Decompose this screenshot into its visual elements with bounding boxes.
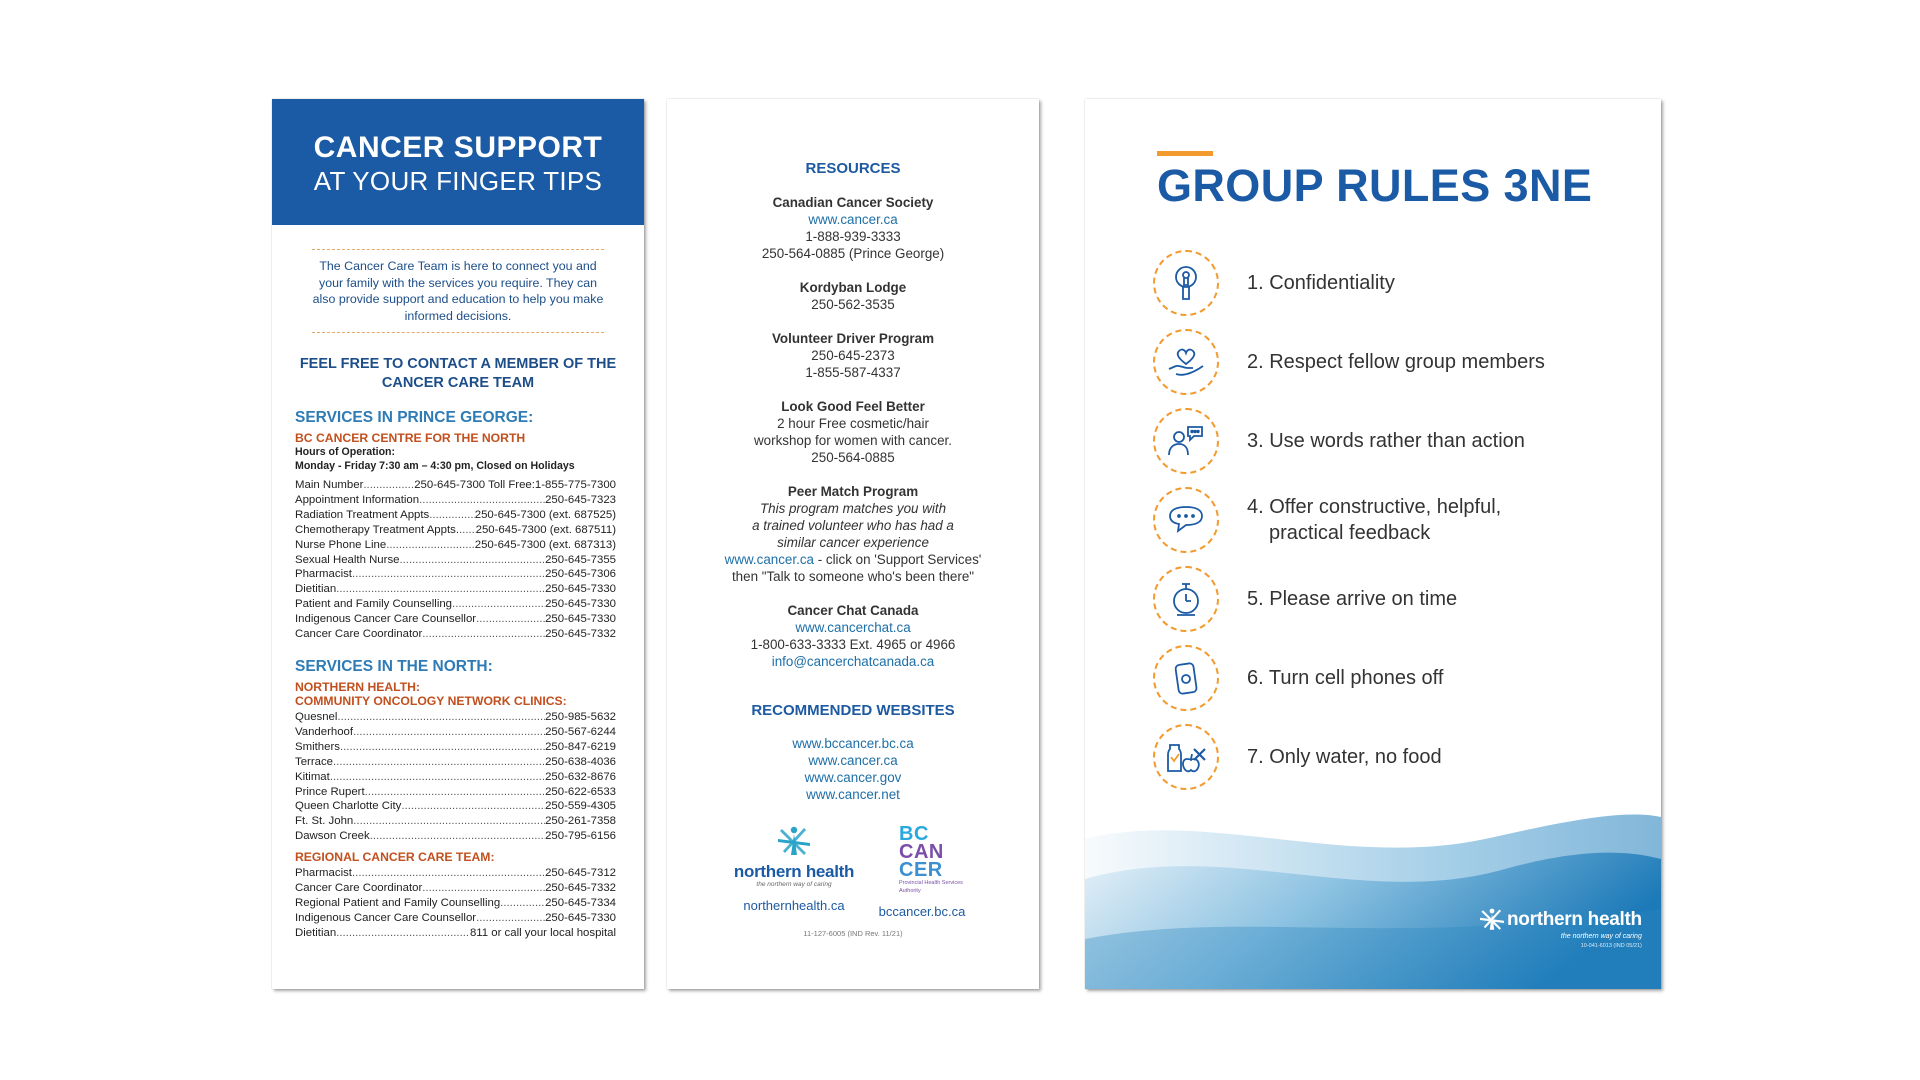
contact-number: 250-645-7300 Toll Free:1-855-775-7300	[414, 479, 616, 491]
rule-text: 2. Respect fellow group members	[1247, 351, 1545, 373]
contact-row	[295, 740, 616, 755]
dot-leader	[352, 866, 545, 881]
poster-title: GROUP RULES 3NE	[1157, 160, 1593, 211]
northern-health-logo	[1477, 905, 1642, 949]
northern-health-tagline: the northern way of caring	[1560, 933, 1642, 940]
heart-hand-icon	[1153, 329, 1219, 395]
contact-label: Chemotherapy Treatment Appts.	[295, 523, 459, 536]
resource-kordyban-lodge	[667, 279, 1039, 313]
panel-title: CANCER SUPPORT	[313, 131, 603, 164]
document-code: 11-127-6005 (IND Rev. 11/21)	[803, 929, 903, 938]
contact-label: Dawson Creek	[295, 830, 370, 843]
hours-label: Hours of Operation:	[295, 446, 396, 458]
contact-number: 250-645-7300 (ext. 687313)	[474, 538, 616, 551]
dot-leader	[352, 567, 545, 582]
clinics-subheading: COMMUNITY ONCOLOGY NETWORK CLINICS:	[295, 693, 567, 708]
accent-bar	[1157, 151, 1213, 156]
contact-number: 250-632-8676	[545, 770, 616, 783]
hours-text: Monday - Friday 7:30 am – 4:30 pm, Closed on Holidays	[295, 460, 575, 472]
water-no-food-icon	[1153, 724, 1219, 790]
contact-label: Dietitian	[295, 926, 337, 939]
resource-name: Kordyban Lodge	[799, 280, 907, 295]
resource-phone: 1-855-587-4337	[805, 365, 901, 380]
dot-leader	[336, 926, 470, 941]
website-link[interactable]: www.cancer.ca	[808, 753, 898, 768]
contact-label: Appointment Information	[295, 493, 420, 506]
chat-bubble-icon	[1153, 487, 1219, 553]
contact-number: 811 or call your local hospital	[469, 926, 616, 939]
resource-email-link[interactable]: info@cancerchatcanada.ca	[771, 654, 935, 669]
contact-label: Cancer Care Coordinator	[295, 882, 423, 895]
rule-text	[1247, 494, 1501, 546]
dot-leader	[429, 508, 475, 523]
dot-leader	[333, 755, 545, 770]
northern-health-mark-icon	[774, 825, 814, 859]
dot-leader	[365, 785, 545, 800]
contact-row	[295, 896, 616, 911]
contact-number: 250-645-7323	[545, 493, 616, 506]
contact-row	[295, 493, 616, 508]
resource-phone: 1-888-939-3333	[805, 229, 901, 244]
northern-health-mark-icon	[1477, 905, 1507, 935]
resources-heading: RESOURCES	[805, 160, 901, 177]
contact-number: 250-567-6244	[545, 725, 616, 738]
contact-row	[295, 799, 616, 814]
dot-leader	[401, 799, 545, 814]
rule-item	[1153, 566, 1457, 632]
rule-text: 1. Confidentiality	[1247, 272, 1395, 294]
rule-text-line: practical feedback	[1269, 522, 1431, 544]
decorative-wave	[1085, 799, 1661, 989]
resource-name: Cancer Chat Canada	[787, 603, 919, 618]
dot-leader	[370, 829, 545, 844]
rule-text: 3. Use words rather than action	[1247, 430, 1525, 452]
contact-label: Radiation Treatment Appts	[295, 508, 430, 521]
resource-cancer-chat	[667, 602, 1039, 670]
resource-name: Peer Match Program	[787, 484, 919, 499]
contact-label: Indigenous Cancer Care Counsellor	[295, 613, 477, 626]
contact-number: 250-985-5632	[545, 710, 616, 723]
rule-item	[1153, 408, 1525, 474]
resource-description: This program matches you with	[759, 501, 947, 516]
resource-link[interactable]: www.cancerchat.ca	[795, 620, 911, 635]
resource-description: a trained volunteer who has had a	[752, 518, 954, 533]
rule-item	[1153, 724, 1442, 790]
northern-health-logo	[729, 825, 859, 914]
contact-row	[295, 785, 616, 800]
regional-team-heading: REGIONAL CANCER CARE TEAM:	[295, 850, 495, 865]
contact-number: 250-847-6219	[545, 740, 616, 753]
contact-row	[295, 926, 616, 941]
contact-row	[295, 866, 616, 881]
contact-row	[295, 508, 616, 523]
northern-health-url[interactable]: northernhealth.ca	[743, 898, 845, 913]
contact-number: 250-645-7330	[545, 613, 616, 626]
contact-row	[295, 567, 616, 582]
resource-instruction-text: then "Talk to someone who's been there"	[731, 569, 975, 584]
north-subheading: NORTHERN HEALTH:	[295, 679, 421, 694]
contact-row	[295, 553, 616, 568]
contact-row	[295, 829, 616, 844]
contact-label: Quesnel	[295, 710, 338, 723]
bc-cancer-wordmark-line: CAN	[899, 841, 944, 863]
dot-leader	[419, 493, 545, 508]
resource-description: similar cancer experience	[777, 535, 929, 550]
phone-icon	[1153, 645, 1219, 711]
contact-number: 250-645-7330	[545, 598, 616, 611]
dot-leader	[476, 911, 545, 926]
rule-item	[1153, 329, 1545, 395]
dot-leader	[452, 597, 545, 612]
rule-item	[1153, 645, 1443, 711]
contact-row	[295, 612, 616, 627]
dot-leader	[336, 582, 545, 597]
contact-row	[295, 478, 616, 493]
north-clinic-contacts	[295, 710, 616, 844]
keyhole-icon	[1153, 250, 1219, 316]
contact-row	[295, 911, 616, 926]
speaking-person-icon	[1153, 408, 1219, 474]
resource-volunteer-driver	[667, 330, 1039, 381]
contact-label: Dietitian	[295, 583, 337, 596]
regional-team-contacts	[295, 866, 616, 941]
bc-cancer-logo	[867, 825, 977, 920]
group-rules-poster	[1085, 99, 1661, 989]
resource-phone: 250-562-3535	[811, 297, 895, 312]
websites-heading: RECOMMENDED WEBSITES	[751, 702, 955, 719]
dot-leader	[422, 881, 545, 896]
contact-number: 250-645-7312	[545, 867, 616, 880]
rule-text: 5. Please arrive on time	[1247, 588, 1458, 610]
dot-leader	[330, 770, 545, 785]
contact-label: Smithers	[295, 740, 340, 753]
intro-text: The Cancer Care Team is here to connect you and your family with the services you require. They can also provide support and education to help you make informed decisions.	[312, 249, 604, 333]
bc-cancer-wordmark-line: BC	[899, 823, 929, 845]
contact-number: 250-645-7330	[545, 911, 616, 924]
website-link[interactable]: www.cancer.gov	[804, 770, 902, 785]
contact-row	[295, 881, 616, 896]
dot-leader	[459, 523, 476, 538]
contact-callout: FEEL FREE TO CONTACT A MEMBER OF THE CANCER CARE TEAM	[299, 356, 617, 391]
resource-description: 2 hour Free cosmetic/hair	[777, 416, 929, 431]
partner-logos	[667, 823, 1039, 919]
contact-row	[295, 710, 616, 725]
contact-row	[295, 627, 616, 642]
contact-label: Vanderhoof	[295, 725, 354, 738]
contact-number: 250-645-7332	[545, 882, 616, 895]
resource-name: Canadian Cancer Society	[772, 195, 934, 210]
contact-label: Main Number	[295, 479, 364, 491]
northern-health-wordmark: northern health	[1507, 909, 1642, 930]
contact-row	[295, 538, 616, 553]
contact-number: 250-261-7358	[545, 815, 616, 828]
contact-label: Patient and Family Counselling	[295, 598, 453, 611]
contact-row	[295, 814, 616, 829]
resource-look-good-feel-better	[667, 398, 1039, 466]
resource-phone: 250-564-0885 (Prince George)	[761, 246, 945, 261]
rule-item	[1153, 487, 1501, 553]
resource-instruction-text: - click on 'Support Services'	[813, 552, 982, 567]
dot-leader	[399, 553, 545, 568]
contact-row	[295, 582, 616, 597]
resource-description: workshop for women with cancer.	[754, 433, 952, 448]
website-link[interactable]: www.cancer.net	[806, 787, 900, 802]
contact-label: Ft. St. John	[295, 815, 354, 828]
northern-health-tagline: the northern way of caring	[756, 881, 832, 888]
contact-label: Queen Charlotte City	[295, 800, 402, 813]
contact-label: Cancer Care Coordinator	[295, 628, 423, 641]
contact-number: 250-795-6156	[545, 830, 616, 843]
resource-instructions	[667, 551, 1039, 568]
dot-leader	[340, 740, 545, 755]
resource-canadian-cancer-society	[667, 194, 1039, 262]
bc-cancer-wordmark-line: CER	[899, 859, 943, 881]
contact-label: Kitimat	[295, 770, 330, 783]
panel-header	[272, 99, 644, 225]
dot-leader	[353, 725, 545, 740]
contact-number: 250-645-7300 (ext. 687511)	[475, 523, 616, 536]
contact-row	[295, 770, 616, 785]
dot-leader	[353, 814, 545, 829]
resource-name: Look Good Feel Better	[781, 399, 925, 414]
contact-number: 250-645-7355	[545, 553, 616, 566]
resource-phone: 250-645-2373	[811, 348, 895, 363]
resource-peer-match	[667, 483, 1039, 585]
section-heading-north: SERVICES IN THE NORTH:	[295, 657, 493, 675]
brochure-panel-resources	[667, 99, 1039, 989]
websites-list	[667, 735, 1039, 803]
contact-number: 250-645-7330	[545, 583, 616, 596]
contact-row	[295, 597, 616, 612]
dot-leader	[386, 538, 475, 553]
bc-cancer-url[interactable]: bccancer.bc.ca	[878, 904, 966, 919]
contact-row	[295, 755, 616, 770]
contact-label: Regional Patient and Family Counselling	[295, 896, 501, 909]
rule-text: 6. Turn cell phones off	[1247, 667, 1444, 689]
prince-george-contacts	[295, 478, 616, 642]
section-heading-prince-george: SERVICES IN PRINCE GEORGE:	[295, 409, 534, 426]
document-code: 10-041-6013 (IND 05/21)	[1580, 943, 1642, 949]
contact-label: Nurse Phone Line	[295, 538, 387, 551]
dot-leader	[363, 478, 414, 493]
contact-row	[295, 725, 616, 740]
contact-number: 250-645-7334	[545, 896, 616, 909]
contact-label: Indigenous Cancer Care Counsellor	[295, 911, 477, 924]
contact-label: Pharmacist	[295, 867, 352, 880]
resource-phone: 250-564-0885	[811, 450, 895, 465]
contact-label: Sexual Health Nurse	[295, 553, 400, 566]
rule-text: 7. Only water, no food	[1247, 746, 1442, 768]
contact-label: Pharmacist	[295, 568, 352, 581]
contact-number: 250-559-4305	[545, 800, 616, 813]
resource-name: Volunteer Driver Program	[772, 331, 934, 346]
stopwatch-icon	[1153, 566, 1219, 632]
dot-leader	[476, 612, 545, 627]
bc-cancer-tagline: Provincial Health Services Authority	[899, 880, 963, 894]
contact-number: 250-645-7306	[545, 568, 616, 581]
website-link[interactable]: www.bccancer.bc.ca	[792, 736, 914, 751]
contact-number: 250-638-4036	[545, 755, 616, 768]
contact-label: Terrace	[295, 755, 333, 768]
resource-phone: 1-800-633-3333 Ext. 4965 or 4966	[750, 637, 956, 652]
dot-leader	[500, 896, 545, 911]
contact-number: 250-645-7300 (ext. 687525)	[474, 508, 616, 521]
resource-link[interactable]: www.cancer.ca	[808, 212, 898, 227]
northern-health-wordmark: northern health	[733, 862, 855, 881]
resource-link[interactable]: www.cancer.ca	[724, 552, 814, 567]
rule-item	[1153, 250, 1395, 316]
centre-name: BC CANCER CENTRE FOR THE NORTH	[295, 431, 526, 445]
panel-subtitle: AT YOUR FINGER TIPS	[313, 166, 603, 196]
contact-label: Prince Rupert	[295, 785, 365, 798]
contact-number: 250-622-6533	[545, 785, 616, 798]
rule-text-line: 4. Offer constructive, helpful,	[1247, 496, 1502, 518]
contact-number: 250-645-7332	[545, 628, 616, 641]
bc-cancer-wordmark	[867, 825, 977, 879]
dot-leader	[422, 627, 545, 642]
brochure-panel-cancer-support	[272, 99, 644, 989]
contact-row	[295, 523, 616, 538]
dot-leader	[337, 710, 545, 725]
